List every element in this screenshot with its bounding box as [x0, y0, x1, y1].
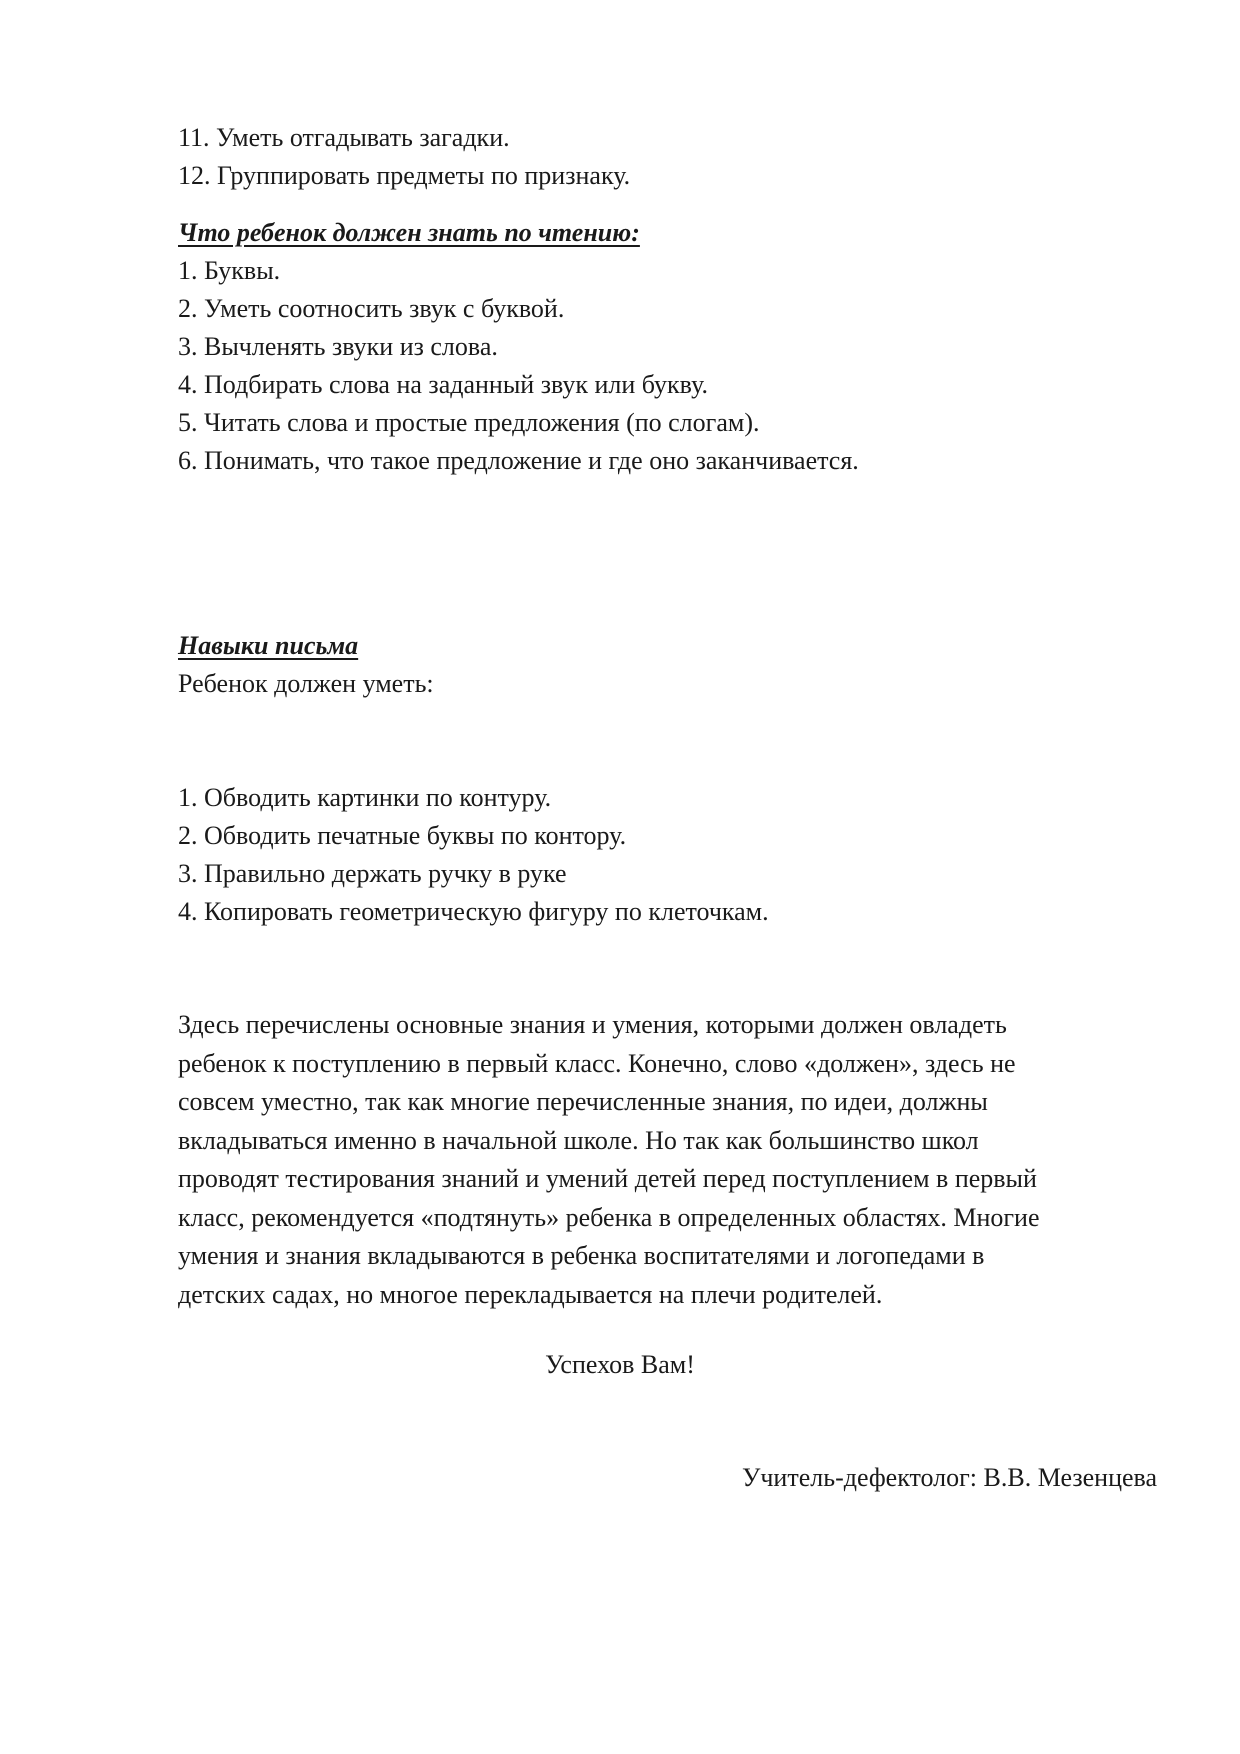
list-item: 1. Буквы.: [178, 256, 281, 285]
list-item: 3. Вычленять звуки из слова.: [178, 332, 498, 361]
list-item: 1. Обводить картинки по контуру.: [178, 783, 552, 812]
paragraph-line: вкладываться именно в начальной школе. Но так как большинство школ: [178, 1125, 979, 1155]
paragraph-line: умения и знания вкладываются в ребенка воспитателями и логопедами в: [178, 1241, 985, 1270]
signature: Учитель-дефектолог: В.В. Мезенцева: [741, 1463, 1157, 1492]
list-item: 3. Правильно держать ручку в руке: [178, 859, 567, 888]
closing-wish: Успехов Вам!: [545, 1350, 695, 1379]
paragraph-line: проводят тестирования знаний и умений детей перед поступлением в первый: [178, 1164, 1037, 1193]
list-item: 6. Понимать, что такое предложение и где оно заканчивается.: [178, 446, 859, 475]
list-item: 12. Группировать предметы по признаку.: [178, 161, 631, 190]
list-item: 5. Читать слова и простые предложения (по слогам).: [178, 408, 760, 437]
paragraph-line: детских садах, но многое перекладывается на плечи родителей.: [178, 1279, 883, 1309]
list-item: 4. Подбирать слова на заданный звук или букву.: [178, 370, 708, 399]
list-item: 2. Уметь соотносить звук с буквой.: [178, 294, 565, 323]
reading-heading: Что ребенок должен знать по чтению:: [178, 218, 640, 247]
list-item: 2. Обводить печатные буквы по контору.: [178, 821, 627, 850]
paragraph-line: совсем уместно, так как многие перечисленные знания, по идеи, должны: [178, 1087, 988, 1116]
writing-intro: Ребенок должен уметь:: [178, 669, 434, 698]
list-item: 11. Уметь отгадывать загадки.: [178, 123, 510, 152]
paragraph-line: ребенок к поступлению в первый класс. Конечно, слово «должен», здесь не: [178, 1048, 1016, 1078]
paragraph-line: класс, рекомендуется «подтянуть» ребенка в определенных областях. Многие: [178, 1202, 1040, 1232]
summary-paragraph: [178, 1006, 1178, 1314]
list-item: 4. Копировать геометрическую фигуру по клеточкам.: [178, 897, 769, 926]
paragraph-line: Здесь перечислены основные знания и умения, которыми должен овладеть: [178, 1010, 1007, 1039]
writing-heading: Навыки письма: [178, 631, 359, 660]
